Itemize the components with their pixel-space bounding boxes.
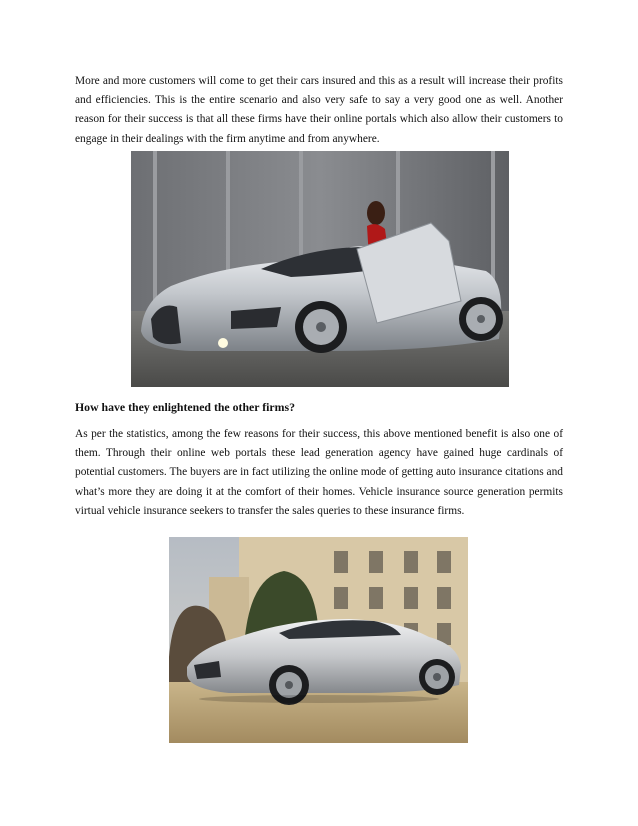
sports-car-photo — [169, 537, 468, 743]
concept-car-photo — [131, 151, 509, 387]
body-paragraph: As per the statistics, among the few reasons for their success, this above mentioned benefit is also one of them. Through their online web portals these lead generation agency have gained huge cardinals of potential customers. The buyers are in fact utilizing the online mode of getting auto insurance citations and what’s more they are doing it at the comfort of their homes. Vehicle insurance source generation permits virtual vehicle insurance seekers to transfer the sales queries to these insurance firms. — [75, 428, 563, 517]
section-heading: How have they enlightened the other firms? — [75, 400, 295, 414]
intro-paragraph: More and more customers will come to get their cars insured and this as a result will increase their profits and efficiencies. This is the entire scenario and also very safe to say a very good one as well. Another reason for their success is that all these firms have their online portals which also allow their customers to engage in their dealings with the firm anytime and from anywhere. — [75, 75, 563, 145]
concept-car-illustration — [131, 151, 509, 387]
sports-car-illustration — [169, 537, 468, 743]
